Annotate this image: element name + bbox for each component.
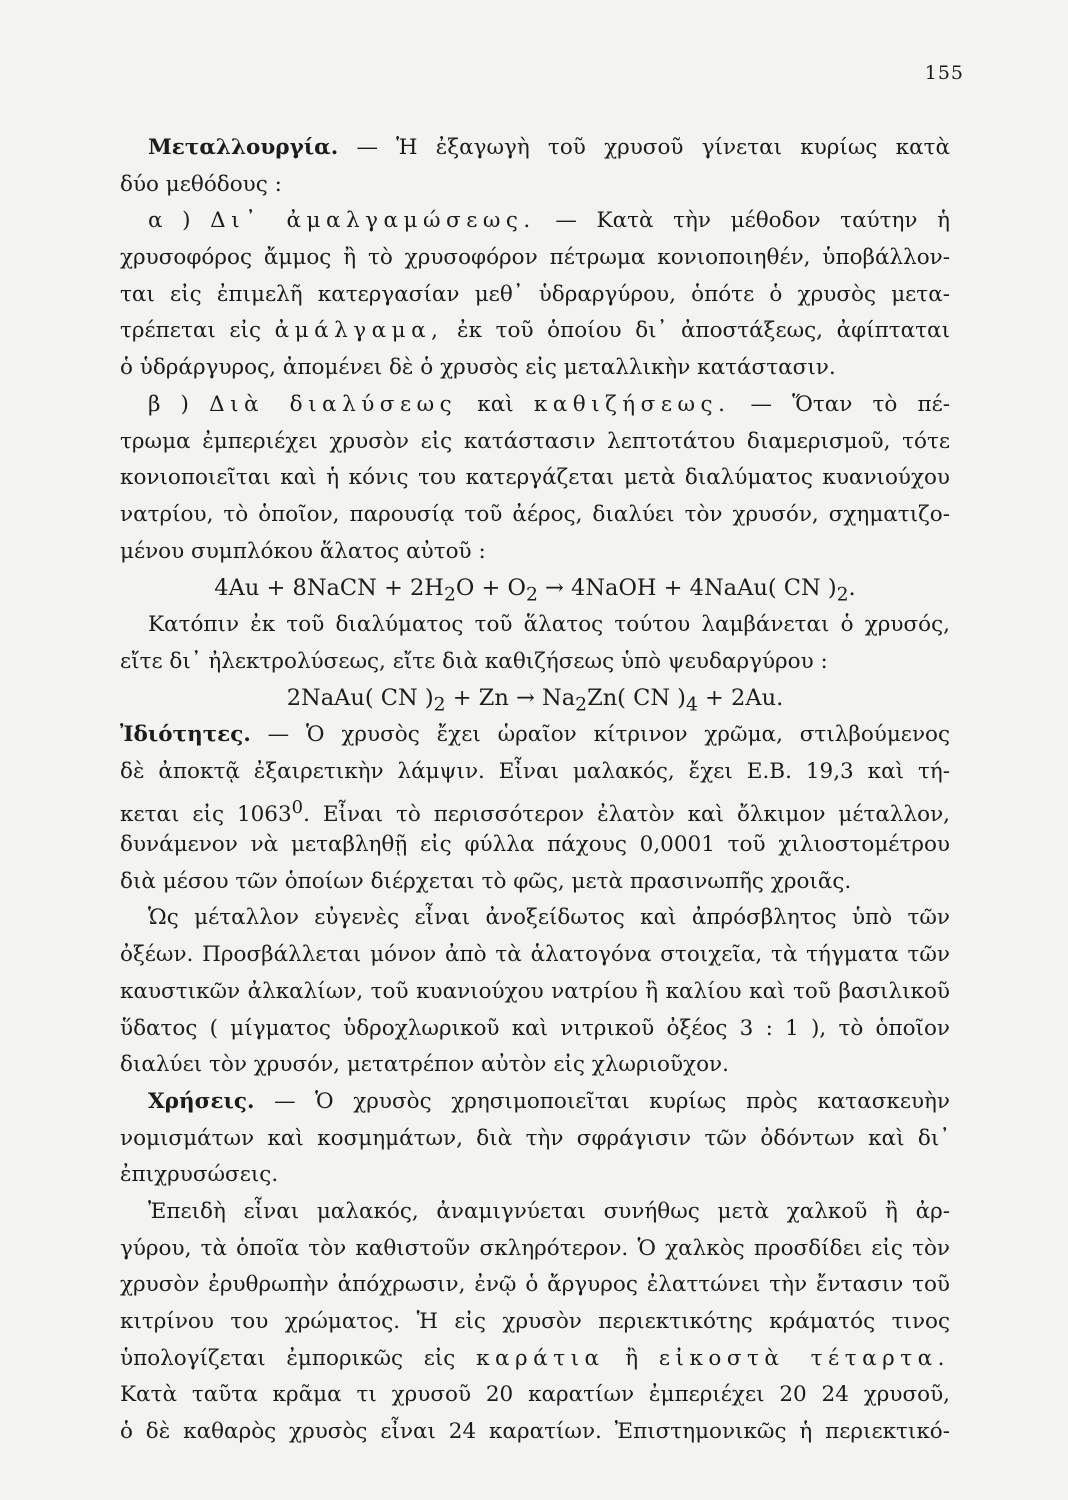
paragraph-line: Ἐπειδὴ εἶναι μαλακός, ἀναμιγνύεται συνήθως μετὰ χαλκοῦ ἢ ἀρ- xyxy=(148,1198,950,1224)
paragraph-line: ὁ δὲ καθαρὸς χρυσὸς εἶναι 24 καρατίων. Ἐπιστημονικῶς ἡ περιεκτικό- xyxy=(120,1419,950,1445)
paragraph-line: κονιοποιεῖται καὶ ἡ κόνις του κατεργάζεται μετὰ διαλύματος κυανιούχου xyxy=(120,465,950,491)
paragraph-line: Κατόπιν ἐκ τοῦ διαλύματος τοῦ ἅλατος τούτου λαμβάνεται ὁ χρυσός, xyxy=(148,611,950,637)
paragraph-line: ὁ ὑδράργυρος, ἀπομένει δὲ ὁ χρυσὸς εἰς μεταλλικὴν κατάστασιν. xyxy=(120,355,836,381)
paragraph-line: α ) Δι᾽ ἀμαλγαμώσεως. — Κατὰ τὴν μέθοδον ταύτην ἡ xyxy=(148,208,951,234)
paragraph-line: νατρίου, τὸ ὁποῖον, παρουσίᾳ τοῦ ἀέρος, διαλύει τὸν χρυσόν, σχηματιζο- xyxy=(120,501,950,527)
paragraph-line: μένου συμπλόκου ἅλατος αὐτοῦ : xyxy=(120,538,486,564)
paragraph-line: διὰ μέσου τῶν ὁποίων διέρχεται τὸ φῶς, μετὰ πρασινωπῆς χροιᾶς. xyxy=(120,868,852,894)
paragraph-line: τρέπεται εἰς ἀμάλγαμα, ἐκ τοῦ ὁποίου δι᾽ ἀποστάξεως, ἀφίπταται xyxy=(120,318,951,344)
spaced-term: καράτια xyxy=(476,1345,605,1371)
section-heading-uses: Χρήσεις. xyxy=(148,1088,255,1114)
paragraph-line: χρυσοφόρος ἄμμος ἢ τὸ χρυσοφόρον πέτρωμα κονιοποιηθέν, ὑποβάλλον- xyxy=(120,245,950,271)
section-heading-metallurgy: Μεταλλουργία. xyxy=(148,135,339,160)
paragraph-line: δύο μεθόδους : xyxy=(120,171,282,197)
paragraph-line: χρυσὸν ἐρυθρωπὴν ἀπόχρωσιν, ἐνῷ ὁ ἄργυρος ἐλαττώνει τὴν ἔντασιν τοῦ xyxy=(120,1272,950,1298)
chemical-equation: 4Au + 8NaCN + $2H_2O + O_2$ → 4NaOH + 4NaAu( CN )$_2$. xyxy=(214,575,856,606)
paragraph-line: β ) Διὰ διαλύσεως καὶ καθιζήσεως. — Ὅταν τὸ πέ- xyxy=(148,391,950,417)
paragraph-line: Κατὰ ταῦτα κρᾶμα τι χρυσοῦ 20 καρατίων ἐμπεριέχει 20 24 χρυσοῦ, xyxy=(120,1382,950,1408)
paragraph-line: ὑπολογίζεται ἐμπορικῶς εἰς καράτια ἢ εἰκοστὰ τέταρτα. xyxy=(120,1345,950,1371)
paragraph-line: δὲ ἀποκτᾷ ἐξαιρετικὴν λάμψιν. Εἶναι μαλακός, ἔχει Ε.Β. 19,3 καὶ τή- xyxy=(120,758,950,784)
spaced-term: εἰκοστὰ τέταρτα. xyxy=(658,1345,950,1371)
spaced-term: καθιζήσεως. xyxy=(533,391,731,417)
paragraph-line: τρωμα ἐμπεριέχει χρυσὸν εἰς κατάστασιν λεπτοτάτου διαμερισμοῦ, τότε xyxy=(120,428,950,454)
paragraph-line: Ὡς μέταλλον εὐγενὲς εἶναι ἀνοξείδωτος καὶ ἀπρόσβλητος ὑπὸ τῶν xyxy=(148,905,950,931)
paragraph-line: κεται εἰς 1063$^0$. Εἶναι τὸ περισσότερον ἐλατὸν καὶ ὄλκιμον μέταλλον, xyxy=(120,797,950,828)
paragraph-line: Μεταλλουργία. — Ἡ ἐξαγωγὴ τοῦ χρυσοῦ γίνεται κυρίως κατὰ xyxy=(148,135,950,160)
body-text xyxy=(120,130,950,1451)
spaced-term: Διὰ διαλύσεως xyxy=(209,391,458,417)
chemical-equation: 2NaAu( CN )$_2 + Zn \to Na_2Zn$( CN )$_4 + 2Au$. xyxy=(286,685,784,716)
paragraph-line: διαλύει τὸν χρυσόν, μετατρέπον αὐτὸν εἰς χλωριοῦχον. xyxy=(120,1052,729,1078)
paragraph-line: νομισμάτων καὶ κοσμημάτων, διὰ τὴν σφράγισιν τῶν ὀδόντων καὶ δι᾽ xyxy=(120,1125,950,1151)
paragraph-line: Χρήσεις. — Ὁ χρυσὸς χρησιμοποιεῖται κυρίως πρὸς κατασκευὴν xyxy=(148,1088,950,1114)
paragraph-line: ὀξέων. Προσβάλλεται μόνον ἀπὸ τὰ ἁλατογόνα στοιχεῖα, τὰ τήγματα τῶν xyxy=(120,942,950,968)
paragraph-line: εἴτε δι᾽ ἠλεκτρολύσεως, εἴτε διὰ καθιζήσεως ὑπὸ ψευδαργύρου : xyxy=(120,648,828,674)
paragraph-line: ἐπιχρυσώσεις. xyxy=(120,1162,279,1188)
paragraph-line: Ἰδιότητες. — Ὁ χρυσὸς ἔχει ὡραῖον κίτρινον χρῶμα, στιλβούμενος xyxy=(120,722,950,747)
paragraph-line: ὕδατος ( μίγματος ὑδροχλωρικοῦ καὶ νιτρικοῦ ὀξέος 3 : 1 ), τὸ ὁποῖον xyxy=(120,1015,950,1041)
paragraph-line: κιτρίνου του χρώματος. Ἡ εἰς χρυσὸν περιεκτικότης κράματός τινος xyxy=(120,1309,950,1334)
page-number: 155 xyxy=(924,62,964,84)
paragraph-line: γύρου, τὰ ὁποῖα τὸν καθιστοῦν σκληρότερον. Ὁ χαλκὸς προσδίδει εἰς τὸν xyxy=(120,1235,950,1261)
spaced-term: Δι᾽ ἀμαλγαμώσεως. xyxy=(210,208,536,234)
paragraph-line: δυνάμενον νὰ μεταβληθῇ εἰς φύλλα πάχους 0,0001 τοῦ χιλιοστομέτρου xyxy=(120,832,950,858)
paragraph-line: καυστικῶν ἀλκαλίων, τοῦ κυανιούχου νατρίου ἢ καλίου καὶ τοῦ βασιλικοῦ xyxy=(120,978,950,1004)
section-heading-properties: Ἰδιότητες. xyxy=(120,722,251,747)
spaced-term: ἀμάλγαμα, xyxy=(274,318,444,344)
paragraph-line: ται εἰς ἐπιμελῆ κατεργασίαν μεθ᾽ ὑδραργύρου, ὁπότε ὁ χρυσὸς μετα- xyxy=(120,281,950,307)
